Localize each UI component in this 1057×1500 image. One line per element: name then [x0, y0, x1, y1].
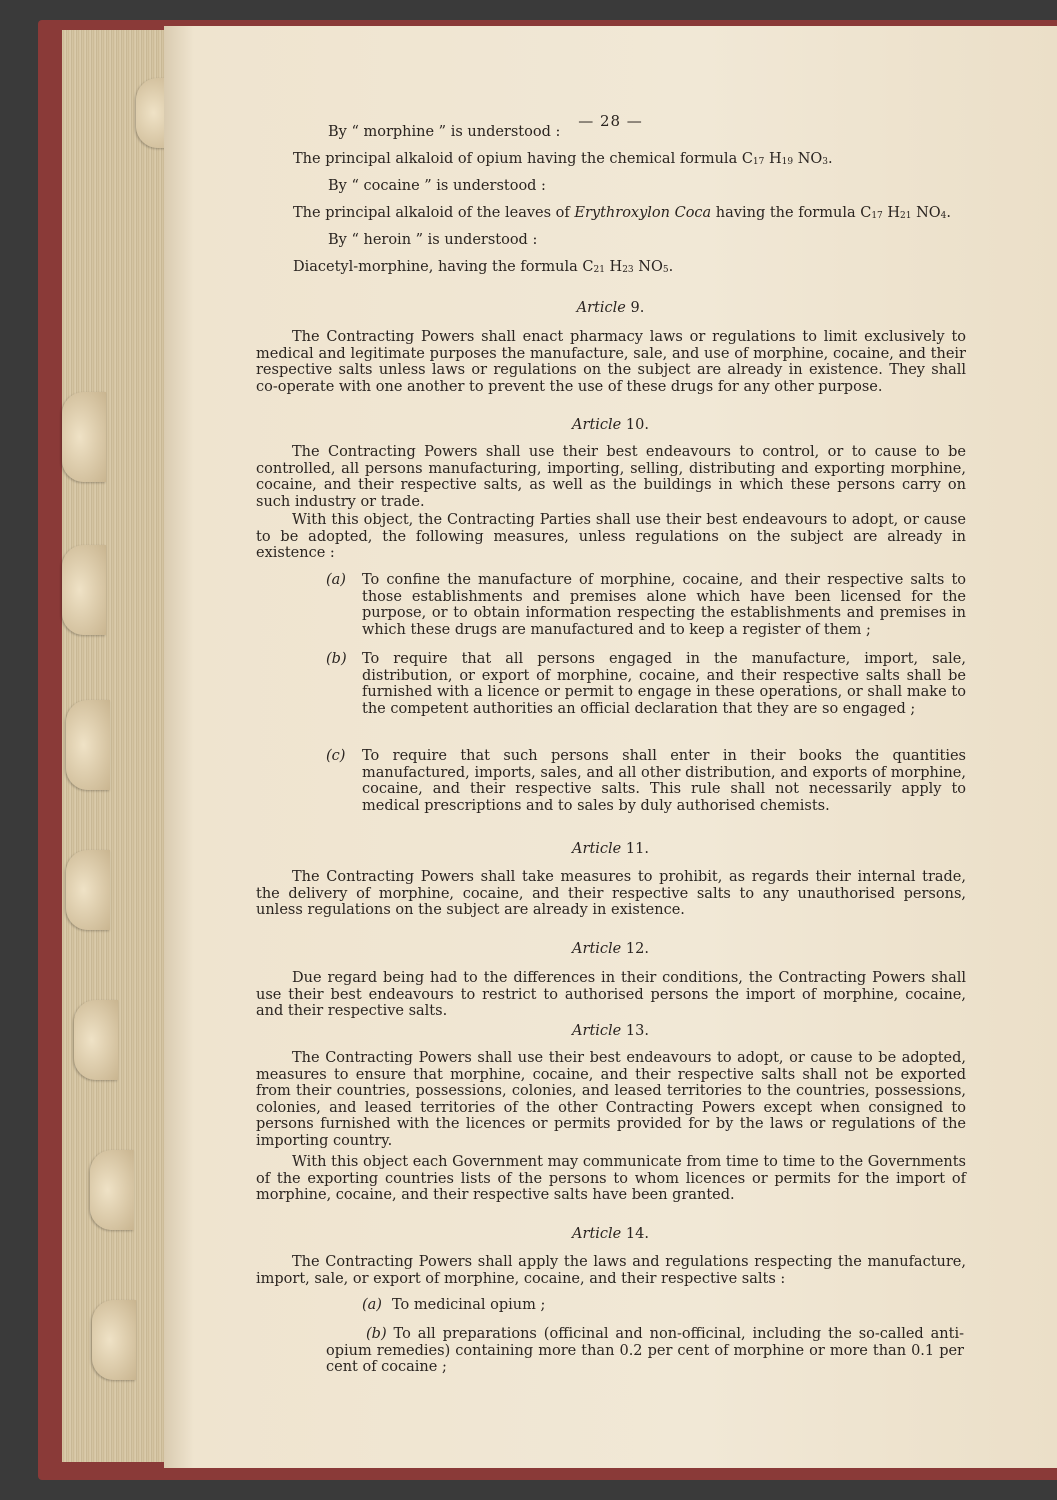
morphine-definition: The principal alkaloid of opium having the chemical formula $C_{17}$ $H_{19}$ $NO_3$.	[293, 151, 833, 167]
heroin-definition: Diacetyl-morphine, having the formula $C_{21}$ $H_{23}$ $NO_5$.	[293, 259, 674, 275]
document-page	[164, 26, 1057, 1468]
thumb-index-tab	[74, 1000, 118, 1080]
thumb-index-tab	[90, 1150, 134, 1230]
morphine-definition-intro: By “ morphine ” is understood :	[328, 124, 561, 140]
article-10-paragraph-2: With this object, the Contracting Parties shall use their best endeavours to adopt, or cause to be adopted, the following measures, unless regulations on the subject are already in existence :	[256, 512, 966, 562]
article-9-heading: Article 9.	[576, 300, 645, 316]
article-11-heading: Article 11.	[572, 841, 649, 857]
article-12-paragraph: Due regard being had to the differences in their conditions, the Contracting Powers shall use their best endeavours to restrict to authorised persons the import of morphine, cocaine, and their respective salts.	[256, 970, 966, 1020]
article-10-item-b: (b) To require that all persons engaged in the manufacture, import, sale, distribution, or export of morphine, cocaine, and their respective salts shall be furnished with a licence or permit to engage in these operations, or shall make to the competent authorities an official declaration that they are so engaged ;	[326, 651, 966, 717]
article-10-heading: Article 10.	[572, 417, 649, 433]
article-10-item-c: (c) To require that such persons shall enter in their books the quantities manufactured, imports, sales, and all other distribution, and exports of morphine, cocaine, and their respective salts. This rule shall not necessarily apply to medical prescriptions and to sales by duly authorised chemists.	[326, 748, 966, 814]
cocaine-definition-intro: By “ cocaine ” is understood :	[328, 178, 546, 194]
thumb-index-tab	[62, 392, 106, 482]
thumb-index-tab	[62, 545, 106, 635]
thumb-index-tab	[66, 700, 110, 790]
article-11-paragraph: The Contracting Powers shall take measures to prohibit, as regards their internal trade, the delivery of morphine, cocaine, and their respective salts to any unauthorised persons, unless regulations on the subject are already in existence.	[256, 869, 966, 919]
article-10-paragraph-1: The Contracting Powers shall use their best endeavours to control, or to cause to be controlled, all persons manufacturing, importing, selling, distributing and exporting morphine, cocaine, and their respective salts, as well as the buildings in which these persons carry on such industry or trade.	[256, 444, 966, 510]
article-9-paragraph: The Contracting Powers shall enact pharmacy laws or regulations to limit exclusively to medical and legitimate purposes the manufacture, sale, and use of morphine, cocaine, and their respective salts unless laws or regulations on the subject are already in existence. They shall co-operate with one another to prevent the use of these drugs for any other purpose.	[256, 329, 966, 395]
article-14-item-a: (a) To medicinal opium ;	[362, 1297, 546, 1313]
article-14-paragraph: The Contracting Powers shall apply the laws and regulations respecting the manufacture, import, sale, or export of morphine, cocaine, and their respective salts :	[256, 1254, 966, 1287]
thumb-index-tab	[92, 1300, 136, 1380]
article-14-heading: Article 14.	[572, 1226, 649, 1242]
article-13-paragraph-1: The Contracting Powers shall use their best endeavours to adopt, or cause to be adopted, measures to ensure that morphine, cocaine, and their respective salts shall not be exported from their countries, possessions, colonies, and leased territories to the countries, possessions, colonies, and leased territories of the other Contracting Powers except when consigned to persons furnished with the licences or permits provided for by the laws or regulations of the importing country.	[256, 1050, 966, 1149]
page-number: — 28 —	[578, 112, 643, 130]
heroin-definition-intro: By “ heroin ” is understood :	[328, 232, 538, 248]
article-13-paragraph-2: With this object each Government may communicate from time to time to the Governments of the exporting countries lists of the persons to whom licences or permits for the import of morphine, cocaine, and their respective salts have been granted.	[256, 1154, 966, 1204]
thumb-index-tab	[66, 850, 110, 930]
article-12-heading: Article 12.	[572, 941, 649, 957]
article-10-item-a: (a) To confine the manufacture of morphine, cocaine, and their respective salts to those establishments and premises alone which have been licensed for the purpose, or to obtain information respecting the establishments and premises in which these drugs are manufactured and to keep a register of them ;	[326, 572, 966, 638]
cocaine-definition: The principal alkaloid of the leaves of Erythroxylon Coca having the formula $C_{17}$ $H_{21}$ $NO_4$.	[293, 205, 952, 221]
article-14-item-b: (b) To all preparations (officinal and non-officinal, including the so-called anti-opium remedies) containing more than 0.2 per cent of morphine or more than 0.1 per cent of cocaine ;	[326, 1326, 964, 1376]
article-13-heading: Article 13.	[572, 1023, 649, 1039]
